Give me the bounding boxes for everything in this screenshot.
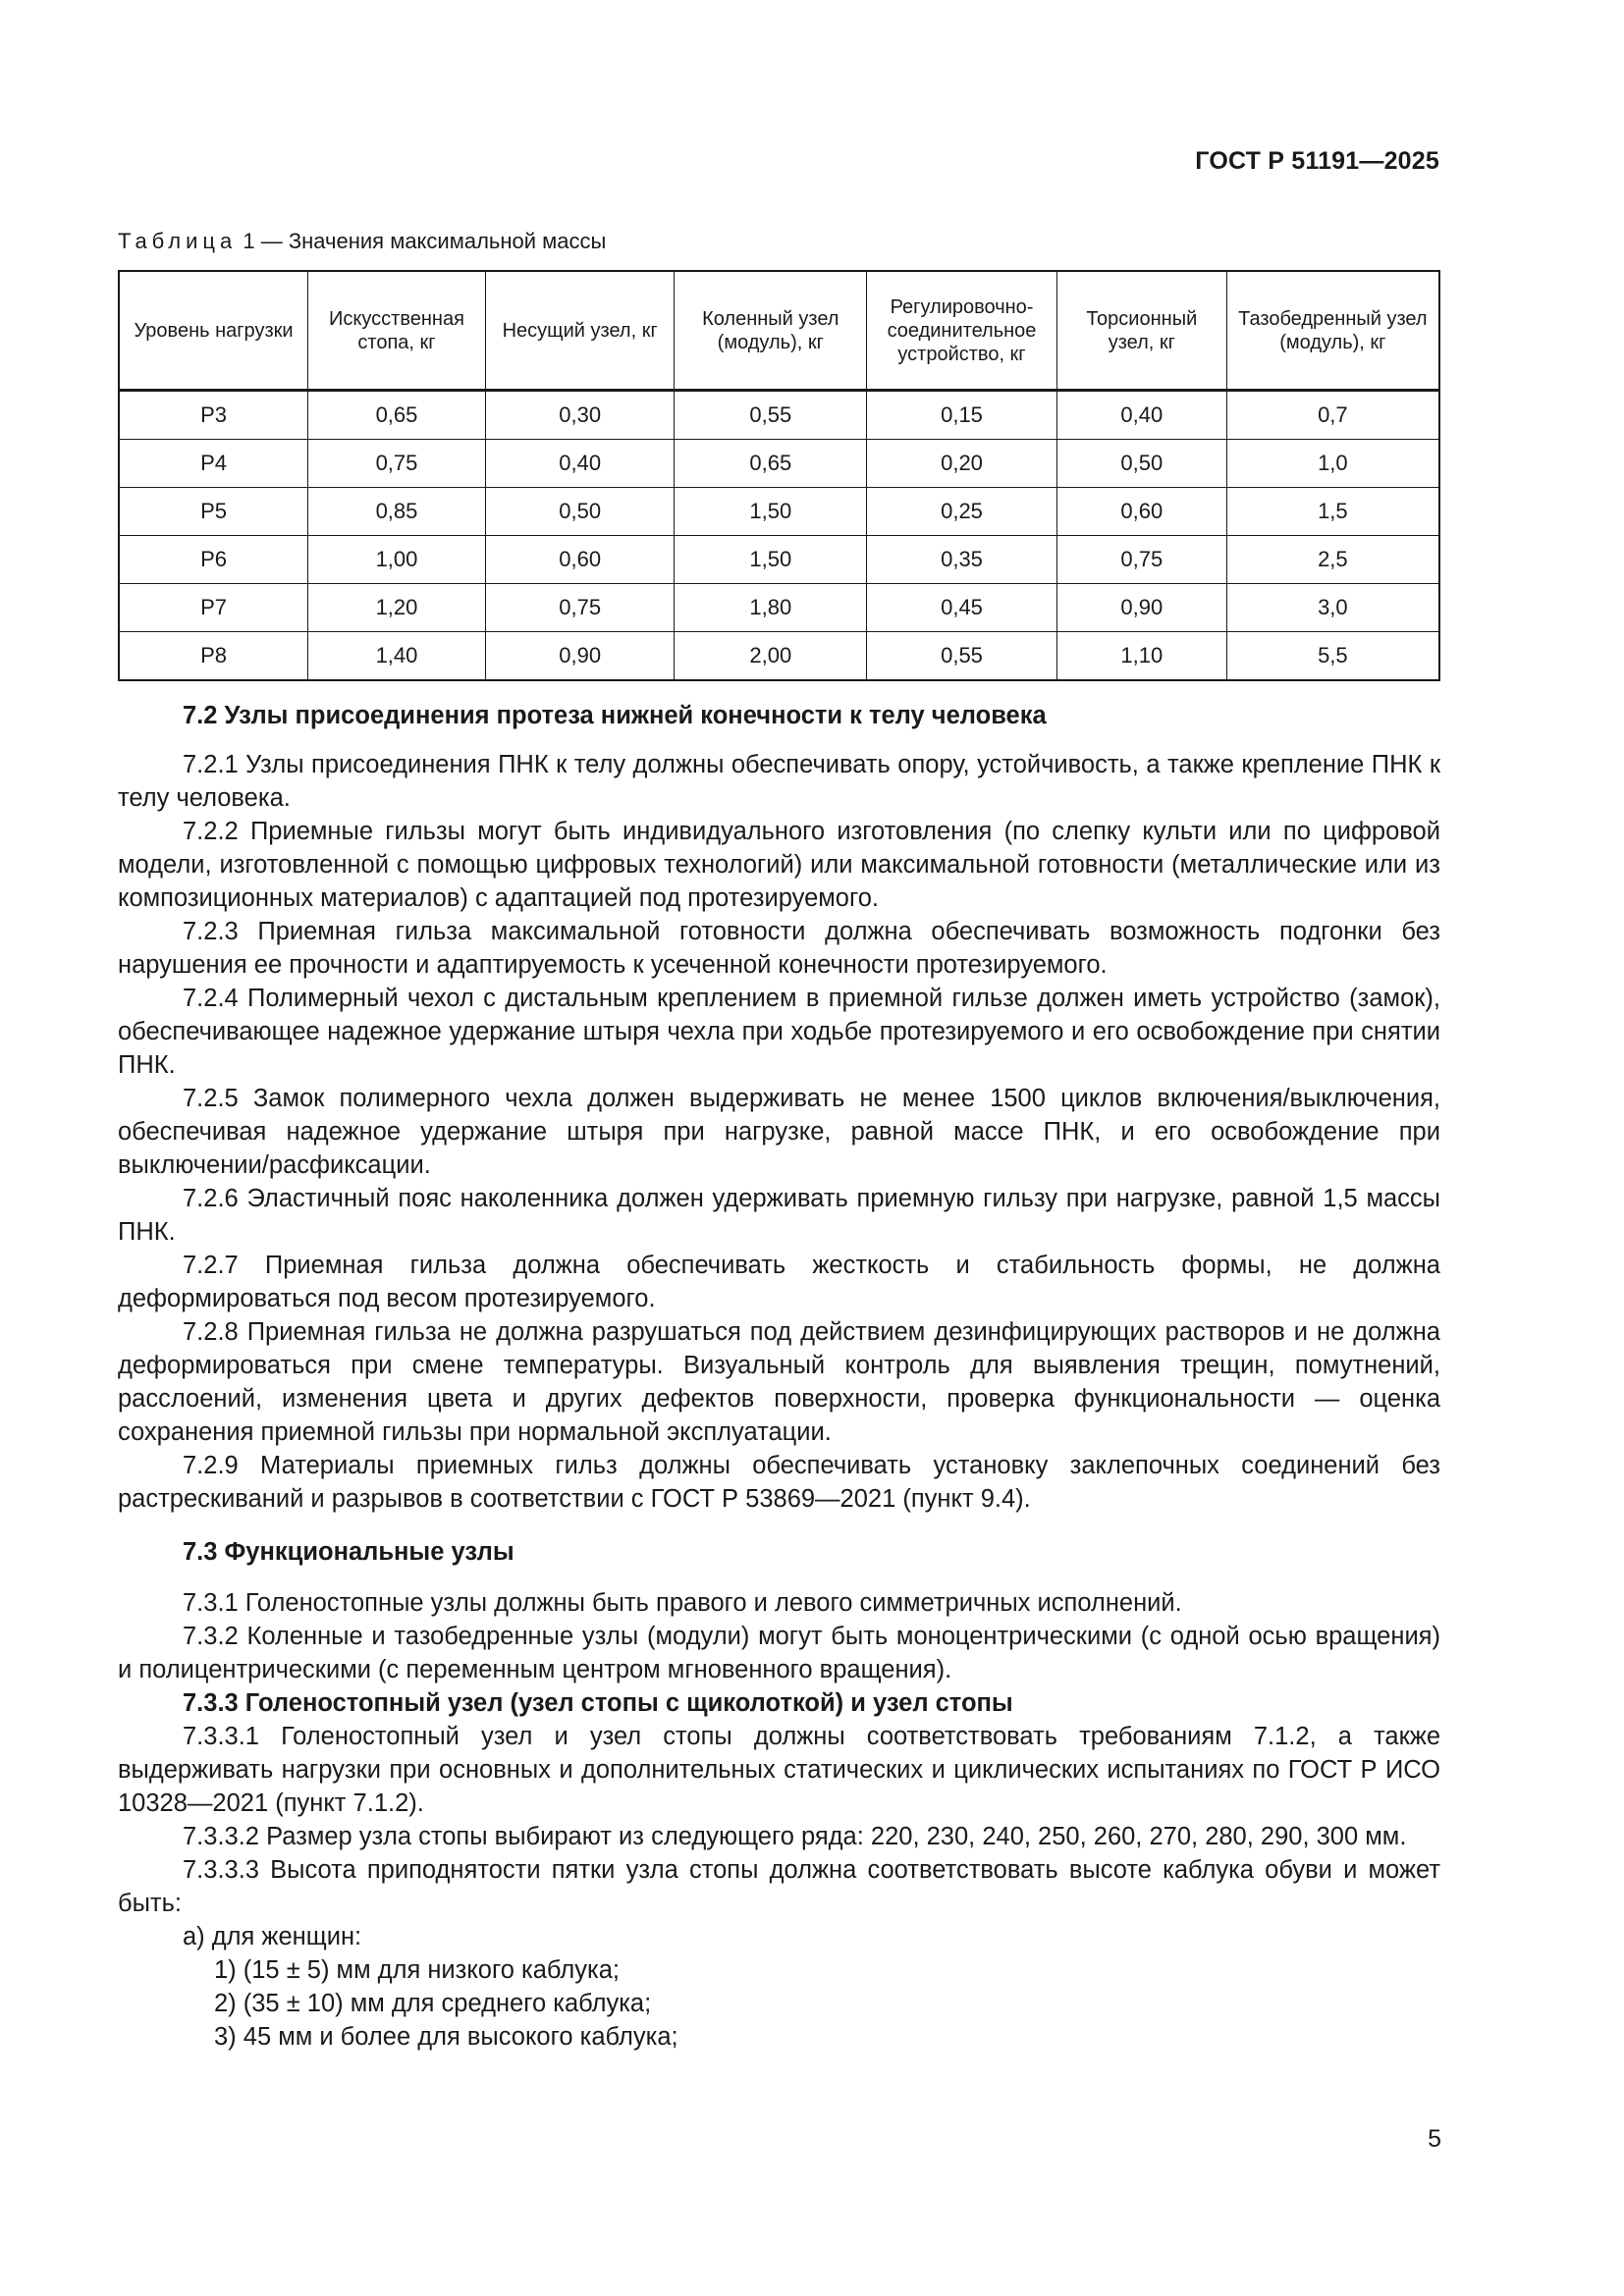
table-cell: 0,45 xyxy=(867,584,1057,632)
table-row xyxy=(119,536,1439,584)
table-cell: 0,7 xyxy=(1226,391,1439,440)
table-cell: 1,50 xyxy=(675,488,867,536)
table-cell: 0,50 xyxy=(485,488,675,536)
paragraph-7-3-2: 7.3.2 Коленные и тазобедренные узлы (модули) могут быть моноцентрическими (с одной осью вращения) и полицентрическими (с переменным центром мгновенного вращения). xyxy=(118,1623,1440,1683)
list-item-1: 1) (15 ± 5) мм для низкого каблука; xyxy=(214,1956,620,1984)
paragraph-7-2-2: 7.2.2 Приемные гильзы могут быть индивидуального изготовления (по слепку культи или по цифровой модели, изготовленной с помощью цифровых технологий) или максимальной готовности (металлические или из композиционных материалов) с адаптацией под протезируемого. xyxy=(118,818,1440,912)
table-cell: 0,30 xyxy=(485,391,675,440)
table-row xyxy=(119,440,1439,488)
table-cell: 1,20 xyxy=(308,584,486,632)
paragraph-7-2-5: 7.2.5 Замок полимерного чехла должен выдерживать не менее 1500 циклов включения/выключения, обеспечивая надежное удержание штыря при нагрузке, равной массе ПНК, и его освобождение при выключении/расфиксации. xyxy=(118,1085,1440,1179)
table-cell: 0,40 xyxy=(485,440,675,488)
document-body xyxy=(118,699,1440,2054)
paragraph-7-2-1: 7.2.1 Узлы присоединения ПНК к телу должны обеспечивать опору, устойчивость, а также крепление ПНК к телу человека. xyxy=(118,751,1440,812)
table-cell: P5 xyxy=(119,488,308,536)
list-item-a: а) для женщин: xyxy=(183,1923,362,1950)
table-cell: P4 xyxy=(119,440,308,488)
table-cell: 0,65 xyxy=(675,440,867,488)
max-mass-table xyxy=(118,270,1440,681)
subsection-heading-7-3-3: 7.3.3 Голеностопный узел (узел стопы с щиколоткой) и узел стопы xyxy=(183,1689,1013,1717)
table-header-row xyxy=(119,271,1439,391)
table-cell: 0,90 xyxy=(485,632,675,681)
table-cell: 0,90 xyxy=(1056,584,1226,632)
table-row xyxy=(119,488,1439,536)
table-cell: 3,0 xyxy=(1226,584,1439,632)
table-cell: 1,80 xyxy=(675,584,867,632)
table-cell: P8 xyxy=(119,632,308,681)
table-caption-text: 1 — Значения максимальной массы xyxy=(237,229,607,253)
paragraph-7-2-7: 7.2.7 Приемная гильза должна обеспечивать жесткость и стабильность формы, не должна деформироваться под весом протезируемого. xyxy=(118,1252,1440,1312)
table-cell: P3 xyxy=(119,391,308,440)
table-row xyxy=(119,632,1439,681)
table-cell: 1,00 xyxy=(308,536,486,584)
table-cell: 1,5 xyxy=(1226,488,1439,536)
table-cell: 0,65 xyxy=(308,391,486,440)
table-cell: 0,85 xyxy=(308,488,486,536)
column-header: Искусственная стопа, кг xyxy=(308,271,486,391)
paragraph-7-2-4: 7.2.4 Полимерный чехол с дистальным креплением в приемной гильзе должен иметь устройство (замок), обеспечивающее надежное удержание штыря чехла при ходьбе протезируемого и его освобождение при снятии ПНК. xyxy=(118,985,1440,1079)
paragraph-7-2-9: 7.2.9 Материалы приемных гильз должны обеспечивать установку заклепочных соединений без растрескиваний и разрывов в соответствии с ГОСТ Р 53869—2021 (пункт 9.4). xyxy=(118,1452,1440,1513)
table-caption-word: Таблица xyxy=(118,229,238,253)
table-cell: 0,35 xyxy=(867,536,1057,584)
table-cell: 0,15 xyxy=(867,391,1057,440)
table-cell: 0,75 xyxy=(308,440,486,488)
list-item-2: 2) (35 ± 10) мм для среднего каблука; xyxy=(214,1990,652,2017)
table-cell: 0,60 xyxy=(1056,488,1226,536)
table-cell: 1,10 xyxy=(1056,632,1226,681)
paragraph-7-2-6: 7.2.6 Эластичный пояс наколенника должен удерживать приемную гильзу при нагрузке, равной 1,5 массы ПНК. xyxy=(118,1185,1440,1246)
paragraph-7-2-8: 7.2.8 Приемная гильза не должна разрушаться под действием дезинфицирующих растворов и не должна деформироваться при смене температуры. Визуальный контроль для выявления трещин, помутнений, расслоений, изменения цвета и других дефектов поверхности, проверка функциональности — оценка сохранения приемной гильзы при нормальной эксплуатации. xyxy=(118,1318,1440,1446)
paragraph-7-3-1: 7.3.1 Голеностопные узлы должны быть правого и левого симметричных исполнений. xyxy=(183,1589,1182,1617)
table-cell: 1,0 xyxy=(1226,440,1439,488)
paragraph-7-3-3-1: 7.3.3.1 Голеностопный узел и узел стопы должны соответствовать требованиям 7.1.2, а также выдерживать нагрузки при основных и дополнительных статических и циклических испытаниях по ГОСТ Р ИСО 10328—2021 (пункт 7.1.2). xyxy=(118,1723,1440,1817)
paragraph-7-3-3-2: 7.3.3.2 Размер узла стопы выбирают из следующего ряда: 220, 230, 240, 250, 260, 270, 280, 290, 300 мм. xyxy=(183,1823,1407,1850)
section-heading-7-3: 7.3 Функциональные узлы xyxy=(183,1538,514,1566)
table-cell: 1,50 xyxy=(675,536,867,584)
paragraph-7-2-3: 7.2.3 Приемная гильза максимальной готовности должна обеспечивать возможность подгонки без нарушения ее прочности и адаптируемость к усеченной конечности протезируемого. xyxy=(118,918,1440,979)
table-cell: 0,25 xyxy=(867,488,1057,536)
table-cell: 0,40 xyxy=(1056,391,1226,440)
section-heading-7-2: 7.2 Узлы присоединения протеза нижней конечности к телу человека xyxy=(183,702,1047,729)
table-row xyxy=(119,391,1439,440)
table-cell: 0,50 xyxy=(1056,440,1226,488)
column-header: Торсионный узел, кг xyxy=(1056,271,1226,391)
column-header: Регулировочно-соединительное устройство, кг xyxy=(867,271,1057,391)
table-cell: 0,55 xyxy=(675,391,867,440)
column-header: Коленный узел (модуль), кг xyxy=(675,271,867,391)
table-row xyxy=(119,584,1439,632)
page-number: 5 xyxy=(1428,2125,1441,2153)
table-cell: P7 xyxy=(119,584,308,632)
table-cell: 1,40 xyxy=(308,632,486,681)
table-cell: P6 xyxy=(119,536,308,584)
column-header: Тазобедренный узел (модуль), кг xyxy=(1226,271,1439,391)
table-caption xyxy=(118,229,606,254)
table-cell: 2,5 xyxy=(1226,536,1439,584)
table-cell: 0,20 xyxy=(867,440,1057,488)
column-header: Несущий узел, кг xyxy=(485,271,675,391)
table-cell: 2,00 xyxy=(675,632,867,681)
column-header: Уровень нагрузки xyxy=(119,271,308,391)
table-cell: 0,75 xyxy=(1056,536,1226,584)
list-item-3: 3) 45 мм и более для высокого каблука; xyxy=(214,2023,678,2051)
document-id-header: ГОСТ Р 51191—2025 xyxy=(1195,147,1439,175)
table-cell: 0,60 xyxy=(485,536,675,584)
table-cell: 0,75 xyxy=(485,584,675,632)
table-cell: 5,5 xyxy=(1226,632,1439,681)
table-cell: 0,55 xyxy=(867,632,1057,681)
paragraph-7-3-3-3: 7.3.3.3 Высота приподнятости пятки узла стопы должна соответствовать высоте каблука обуви и может быть: xyxy=(118,1856,1440,1917)
